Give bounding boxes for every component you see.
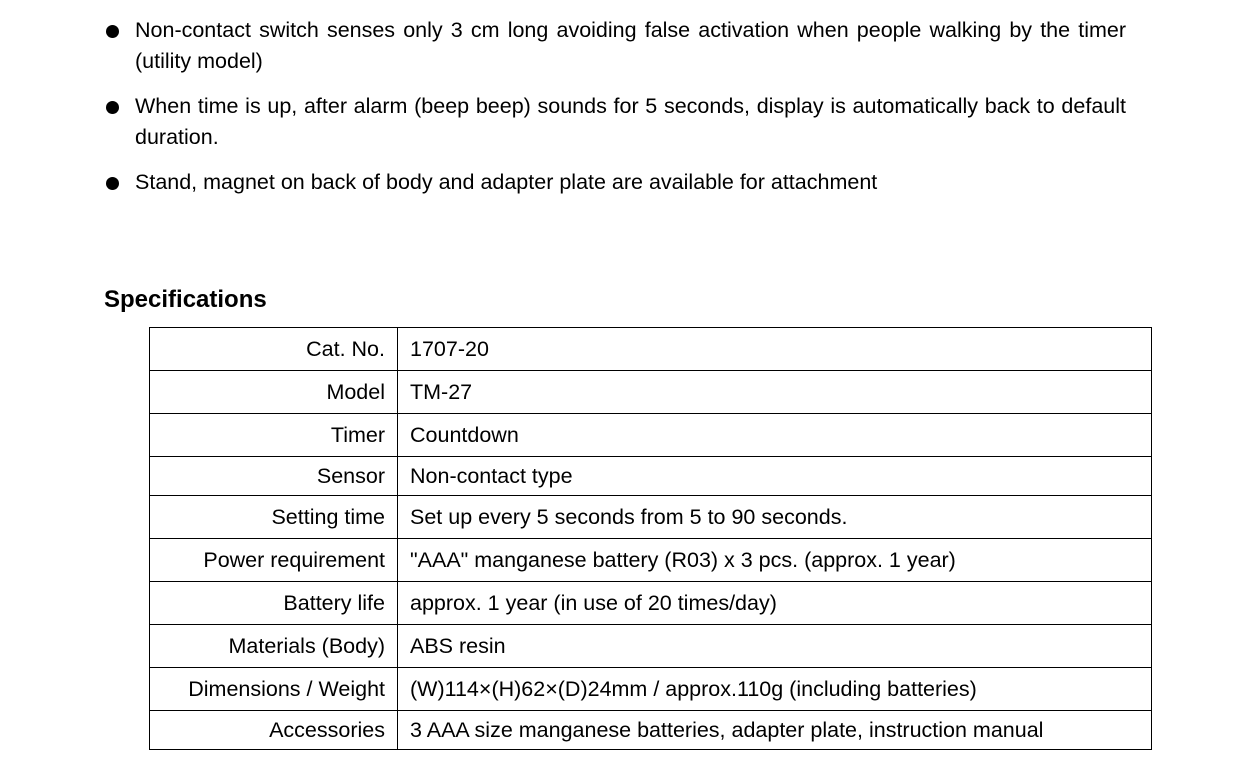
spec-label: Materials (Body) — [150, 625, 398, 668]
feature-text: Non-contact switch senses only 3 cm long avoiding false activation when people walking by the timer (utility model) — [135, 18, 1126, 73]
spec-value: Set up every 5 seconds from 5 to 90 seconds. — [398, 496, 1152, 539]
feature-item — [104, 15, 1126, 77]
spec-label: Sensor — [150, 457, 398, 496]
spec-row-setting-time — [150, 496, 1152, 539]
spec-value: 1707-20 — [398, 328, 1152, 371]
feature-item — [104, 91, 1126, 153]
spec-value: (W)114×(H)62×(D)24mm / approx.110g (including batteries) — [398, 668, 1152, 711]
specifications-table — [149, 327, 1152, 750]
spec-label: Accessories — [150, 711, 398, 750]
bullet-icon — [106, 177, 119, 190]
spec-label: Setting time — [150, 496, 398, 539]
spec-value: "AAA" manganese battery (R03) x 3 pcs. (approx. 1 year) — [398, 539, 1152, 582]
spec-value: approx. 1 year (in use of 20 times/day) — [398, 582, 1152, 625]
specifications-heading: Specifications — [104, 286, 267, 313]
spec-value: Non-contact type — [398, 457, 1152, 496]
spec-row-accessories — [150, 711, 1152, 750]
spec-label: Model — [150, 371, 398, 414]
spec-row-materials — [150, 625, 1152, 668]
spec-label: Timer — [150, 414, 398, 457]
spec-label: Power requirement — [150, 539, 398, 582]
feature-text: When time is up, after alarm (beep beep) sounds for 5 seconds, display is automatically back to default duration. — [135, 94, 1126, 149]
spec-value: TM-27 — [398, 371, 1152, 414]
feature-text: Stand, magnet on back of body and adapter plate are available for attachment — [135, 170, 878, 194]
spec-row-model — [150, 371, 1152, 414]
spec-row-sensor — [150, 457, 1152, 496]
spec-value: Countdown — [398, 414, 1152, 457]
spec-label: Cat. No. — [150, 328, 398, 371]
feature-item — [104, 167, 1126, 198]
spec-label: Battery life — [150, 582, 398, 625]
spec-value: ABS resin — [398, 625, 1152, 668]
spec-label: Dimensions / Weight — [150, 668, 398, 711]
bullet-icon — [106, 25, 119, 38]
spec-row-cat-no — [150, 328, 1152, 371]
spec-value: 3 AAA size manganese batteries, adapter plate, instruction manual — [398, 711, 1152, 750]
spec-row-dimensions-weight — [150, 668, 1152, 711]
spec-row-power-requirement — [150, 539, 1152, 582]
spec-row-battery-life — [150, 582, 1152, 625]
bullet-icon — [106, 101, 119, 114]
feature-list — [104, 15, 1126, 212]
spec-row-timer — [150, 414, 1152, 457]
